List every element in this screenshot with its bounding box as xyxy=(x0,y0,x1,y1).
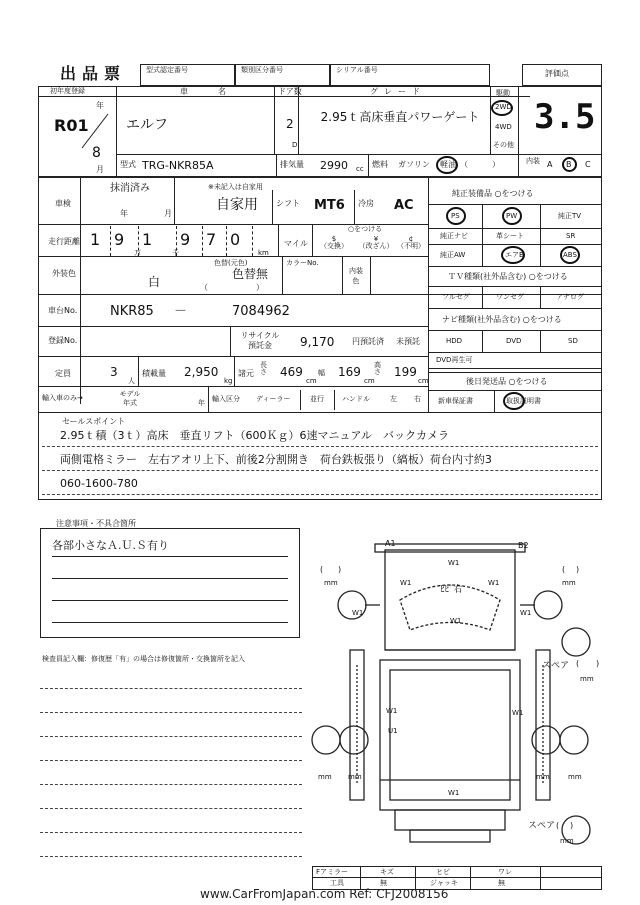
year-value: R01 xyxy=(54,116,89,135)
katashiki-label: 型式認定番号 xyxy=(146,66,188,74)
spare-label-1: スペア xyxy=(542,661,570,671)
watermark-text: www.CarFromJapan.com Ref: CFJ2008156 xyxy=(200,887,449,901)
grade-value: 2.95ｔ高床垂直パワーゲート xyxy=(320,110,480,124)
sales-point-label: セールスポイント xyxy=(62,417,126,426)
equipment-title: 純正装備品 ○をつける xyxy=(452,189,534,198)
glass-crack-mark: ﾋﾋﾞ右 xyxy=(440,585,463,595)
color-change-value: 色替無 xyxy=(232,267,269,281)
odo-digit: 7 xyxy=(206,230,217,249)
color-value: 白 xyxy=(148,275,161,289)
ruibetsu-label: 類別区分番号 xyxy=(241,66,283,74)
serial-label: シリアル番号 xyxy=(336,66,378,74)
sales-point-line1: 2.95ｔ積（3ｔ）高床 垂直リフト（600Ｋｇ）6速マニュアル バックカメラ xyxy=(60,429,450,442)
shaken-value: 抹消済み xyxy=(110,183,150,194)
hyouka-label: 評価点 xyxy=(545,69,569,78)
form-title: 出品票 xyxy=(60,64,127,83)
odo-digit: 9 xyxy=(114,230,125,249)
door-value: 2 xyxy=(286,117,294,131)
chassis-prefix: NKR85 xyxy=(110,304,154,319)
chassis-number: 7084962 xyxy=(232,304,290,319)
odo-digit: 1 xyxy=(90,230,101,249)
height-value: 199 xyxy=(394,365,417,379)
notes-line1: 各部小さなＡ.Ｕ.Ｓ有り xyxy=(52,539,169,552)
grade-label: グレード xyxy=(370,87,426,96)
recycle-value: 9,170 xyxy=(300,335,335,349)
door-label: ドア数 xyxy=(278,87,302,96)
sales-point-line2: 両側電格ミラー 左右アオリ上下、前後2分割開き 荷台鉄板張り（縞板）荷台内寸約3 xyxy=(60,453,492,466)
month-value: 8 xyxy=(92,145,101,161)
sekisai-value: 2,950 xyxy=(184,365,219,379)
inspector-label: 検査員記入欄：修復歴「有」の場合は修復箇所・交換箇所を記入 xyxy=(42,655,245,663)
aircon-value: AC xyxy=(394,198,414,213)
score-value: 3.5 xyxy=(534,97,596,137)
notes-label: 注意事項・不具合箇所 xyxy=(56,519,136,528)
teiin-value: 3 xyxy=(110,365,118,379)
shift-value: MT6 xyxy=(314,198,345,213)
odo-digit: 9 xyxy=(180,230,191,249)
sales-point-line3: 060-1600-780 xyxy=(60,477,138,490)
width-value: 169 xyxy=(338,365,361,379)
odo-digit: 1 xyxy=(142,230,153,249)
model-code: TRG-NKR85A xyxy=(142,159,214,172)
shamei-label: 車名 xyxy=(180,87,256,96)
length-value: 469 xyxy=(280,365,303,379)
car-name: エルフ xyxy=(126,117,168,133)
shodo-label: 初年度登録 xyxy=(50,87,85,95)
odo-digit: 0 xyxy=(230,230,241,249)
spare-label-2: スペア xyxy=(528,821,556,831)
displacement-value: 2990 xyxy=(320,159,348,172)
usage-value: 自家用 xyxy=(216,197,258,213)
